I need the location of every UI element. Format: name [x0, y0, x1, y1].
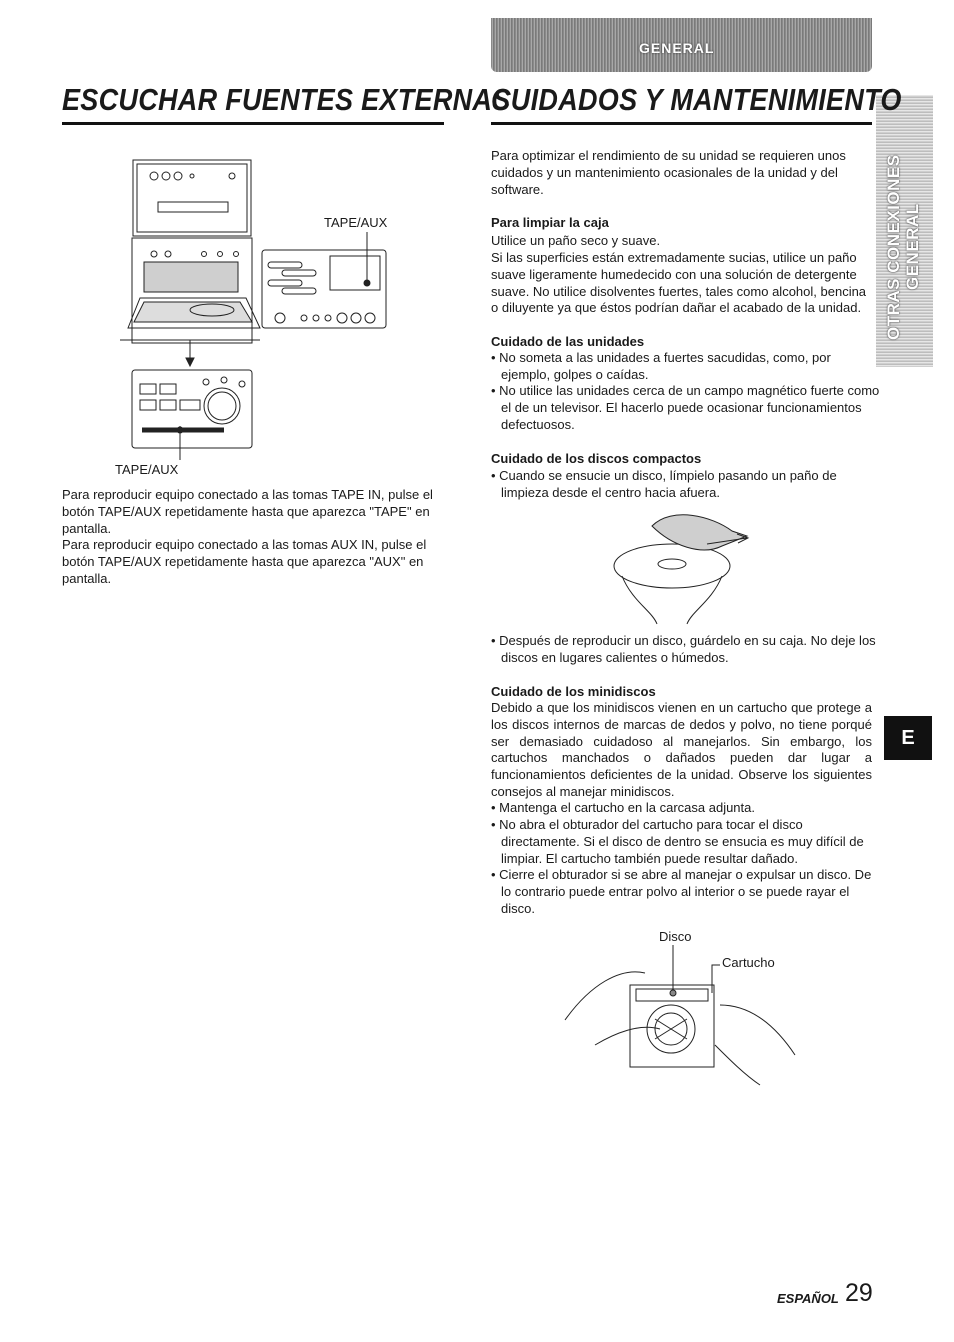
minidisc-care-bullet-1: • Mantenga el cartucho en la carcasa adjunta.: [491, 800, 755, 815]
footer-language: ESPAÑOL: [777, 1291, 839, 1306]
cd-cleaning-illustration: [612, 506, 762, 626]
cd-care-bullet-1: • Cuando se ensucie un disco, límpielo pasando un paño de limpieza desde el centro hacia afuera.: [491, 468, 837, 500]
side-tab-label-otras: OTRAS CONEXIONES: [884, 154, 903, 340]
side-tab-label-general: GENERAL: [903, 203, 922, 290]
figure-label-bottom: TAPE/AUX: [115, 462, 179, 477]
label-disc: Disco: [659, 929, 692, 944]
left-paragraph-tape: Para reproducir equipo conectado a las tomas TAPE IN, pulse el botón TAPE/AUX repetidamente hasta que aparezca "TAPE" en pantalla.: [62, 487, 433, 536]
heading-cd-care: Cuidado de los discos compactos: [491, 451, 702, 466]
unit-care-bullet-1: • No someta a las unidades a fuertes sacudidas, como, por ejemplo, golpes o caídas.: [491, 350, 831, 382]
cd-care-bullet-2: • Después de reproducir un disco, guárdelo en su caja. No deje los discos en lugares calientes o húmedos.: [491, 633, 876, 665]
label-cartridge: Cartucho: [722, 955, 775, 970]
page-number: 29: [845, 1279, 873, 1307]
minidisc-care-bullet-2: • No abra el obturador del cartucho para tocar el disco directamente. Si el disco de dentro se ensucia es muy difícil de limpiar. El cartucho también puede resultar dañado.: [491, 817, 864, 866]
cleaning-case-text-2: Si las superficies están extremadamente sucias, utilice un paño suave ligeramente humedecido con una solución de detergente suave. No utilice disolventes fuertes, tales como alcohol, bencina o diluyente ya que éstos podrían dañar el acabado de la unidad.: [491, 250, 867, 316]
minidisc-care-paragraph: Debido a que los minidiscos vienen en un cartucho que protege a los discos internos de marcas de dedos y polvo, no tiene porqué ser demasiado cuidadoso al manejarlos. Sin embargo, los cartuchos manchados o dañados pueden dar lugar a funcionamientos deficientes de la unidad. Observe los siguientes consejos al manejar minidiscos.: [491, 700, 872, 799]
language-tab-e: E: [884, 716, 932, 760]
left-page-title: ESCUCHAR FUENTES EXTERNAS: [62, 83, 511, 117]
heading-minidisc-care: Cuidado de los minidiscos: [491, 684, 656, 699]
figure-label-top: TAPE/AUX: [324, 215, 388, 230]
heading-cleaning-case: Para limpiar la caja: [491, 215, 609, 230]
cleaning-case-text-1: Utilice un paño seco y suave.: [491, 233, 661, 248]
heading-unit-care: Cuidado de las unidades: [491, 334, 645, 349]
intro-paragraph: Para optimizar el rendimiento de su unidad se requieren unos cuidados y un mantenimiento ocasionales de la unidad y del software.: [491, 148, 846, 197]
right-title-rule: [491, 122, 872, 125]
minidisc-illustration: [560, 945, 800, 1090]
right-page-title: CUIDADOS Y MANTENIMIENTO: [491, 83, 902, 117]
unit-care-bullet-2: • No utilice las unidades cerca de un campo magnético fuerte como el de un televisor. El hacerlo puede ocasionar funcionamientos defectuosos.: [491, 383, 880, 432]
minidisc-care-bullet-3: • Cierre el obturador si se abre al manejar o expulsar un disco. De lo contrario puede entrar polvo al interior o se puede rayar el disco.: [491, 867, 872, 916]
left-paragraph-aux: Para reproducir equipo conectado a las tomas AUX IN, pulse el botón TAPE/AUX repetidamente hasta que aparezca "AUX" en pantalla.: [62, 537, 427, 586]
section-banner-label: GENERAL: [639, 40, 715, 56]
left-title-rule: [62, 122, 444, 125]
stereo-system-illustration: [120, 150, 395, 460]
